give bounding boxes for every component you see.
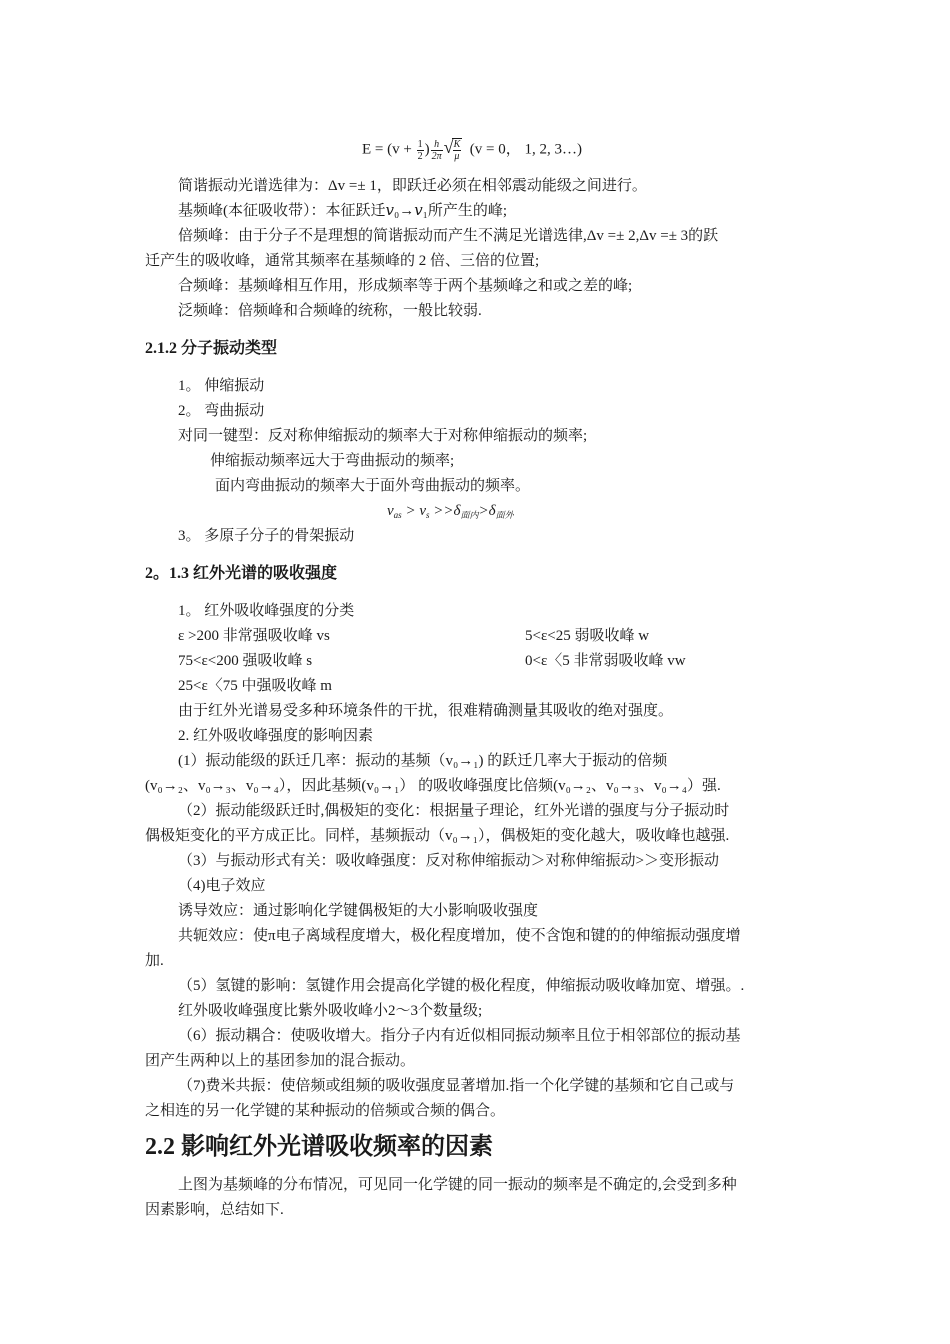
para-line: （6）振动耦合：使吸收增大。指分子内有近似相同振动频率且位于相邻部位的振动基 [178, 1028, 741, 1044]
intensity-class-intro: 1。 红外吸收峰强度的分类 [178, 603, 355, 619]
para-line: 偶极矩变化的平方成正比。同样，基频振动（v₀→₁），偶极矩的变化越大，吸收峰也越强. [145, 828, 730, 844]
same-bond-line: 对同一键型：反对称伸缩振动的频率大于对称伸缩振动的频率; [178, 428, 588, 444]
list-item-stretching: 1。 伸缩振动 [178, 378, 265, 394]
inplane-vs-outplane-line: 面内弯曲振动的频率大于面外弯曲振动的频率。 [215, 478, 531, 494]
class-vs: ε >200 非常强吸收峰 vs [178, 628, 330, 644]
selection-rule-line: 简谐振动光谱选律为：Δv =± 1，即跃迁必须在相邻震动能级之间进行。 [178, 178, 647, 194]
para-line: 2. 红外吸收峰强度的影响因素 [178, 728, 374, 744]
para-line: （7)费米共振：使倍频或组频的吸收强度显著增加.指一个化学键的基频和它自己或与 [178, 1078, 735, 1094]
class-vw: 0<ε〈5 非常弱吸收峰 vw [525, 653, 686, 669]
fraction-half: $\frac{1}{2}$ [417, 138, 423, 162]
combination-peak-line: 合频峰：基频峰相互作用，形成频率等于两个基频峰之和或之差的峰; [178, 278, 633, 294]
para-line: 因素影响，总结如下. [145, 1202, 284, 1218]
radical-sign-icon: √ [443, 137, 454, 157]
fraction-h-2pi: $\frac{h}{2\pi}$ [431, 138, 442, 162]
para-line: (1）振动能级的跃迁几率：振动的基频（v₀→₁) 的跃迁几率大于振动的倍频 [178, 753, 668, 769]
para-line: 红外吸收峰强度比紫外吸收峰小2～3个数量级; [178, 1003, 483, 1019]
energy-formula: E = (v + $\frac{1}{2}$ ) $\frac{h}{2\pi}$ √ $\frac{K}{\mu}$ (v = 0， 1, 2, 3…) [362, 137, 582, 162]
para-line: （2）振动能级跃迁时,偶极矩的变化：根据量子理论，红外光谱的强度与分子振动时 [178, 803, 730, 819]
heading-2-1-3: 2。1.3 红外光谱的吸收强度 [145, 565, 338, 582]
class-m: 25<ε〈75 中强吸收峰 m [178, 678, 332, 694]
para-line: 共轭效应：使π电子离域程度增大，极化程度增加，使不含饱和键的的伸缩振动强度增 [178, 928, 741, 944]
overtone-peak-line-cont: 迁产生的吸收峰，通常其频率在基频峰的 2 倍、三倍的位置; [145, 253, 540, 269]
para-line: 诱导效应：通过影响化学键偶极矩的大小影响吸收强度 [178, 903, 539, 919]
formula-lhs: E = (v + [362, 141, 416, 158]
para-line: 加. [145, 953, 164, 969]
formula-condition: (v = 0， 1, 2, 3…) [469, 141, 582, 158]
fundamental-peak-line: 基频峰(本征吸收带）：本征跃迁𝑣₀→𝑣₁所产生的峰; [178, 203, 508, 219]
para-line: 上图为基频峰的分布情况，可见同一化学键的同一振动的频率是不确定的,会受到多种 [178, 1177, 737, 1193]
pan-frequency-line: 泛频峰：倍频峰和合频峰的统称，一般比较弱. [178, 303, 482, 319]
list-item-skeleton: 3。 多原子分子的骨架振动 [178, 528, 355, 544]
stretching-vs-bending-line: 伸缩振动频率远大于弯曲振动的频率; [210, 453, 455, 469]
frequency-relation: $v_{as} > v_s >>\delta_{面内}>\delta_{面外}$ [387, 503, 514, 520]
para-line: 由于红外光谱易受多种环境条件的干扰，很难精确测量其吸收的绝对强度。 [178, 703, 674, 719]
para-line: 之相连的另一化学键的某种振动的倍频或合频的偶合。 [145, 1103, 506, 1119]
para-line: 团产生两种以上的基团参加的混合振动。 [145, 1053, 416, 1069]
list-item-bending: 2。 弯曲振动 [178, 403, 265, 419]
heading-2-2: 2.2 影响红外光谱吸收频率的因素 [145, 1134, 493, 1160]
heading-2-1-2: 2.1.2 分子振动类型 [145, 340, 278, 357]
overtone-peak-line: 倍频峰：由于分子不是理想的简谐振动而产生不满足光谱选律,Δv =± 2,Δv =± 3的跃 [178, 228, 719, 244]
para-line: （5）氢键的影响：氢键作用会提高化学键的极化程度，伸缩振动吸收峰加宽、增强。. [178, 978, 745, 994]
para-line: （4)电子效应 [178, 878, 266, 894]
para-line: (v₀→₂、v₀→₃、v₀→₄），因此基频(v₀→₁） 的吸收峰强度比倍频(v₀→₂、v₀→₃、v₀→₄）强. [145, 778, 721, 794]
class-s: 75<ε<200 强吸收峰 s [178, 653, 313, 669]
class-w: 5<ε<25 弱吸收峰 w [525, 628, 650, 644]
sqrt-k-mu: √ $\frac{K}{\mu}$ [443, 137, 461, 162]
para-line: （3）与振动形式有关：吸收峰强度：反对称伸缩振动＞对称伸缩振动>＞变形振动 [178, 853, 719, 869]
